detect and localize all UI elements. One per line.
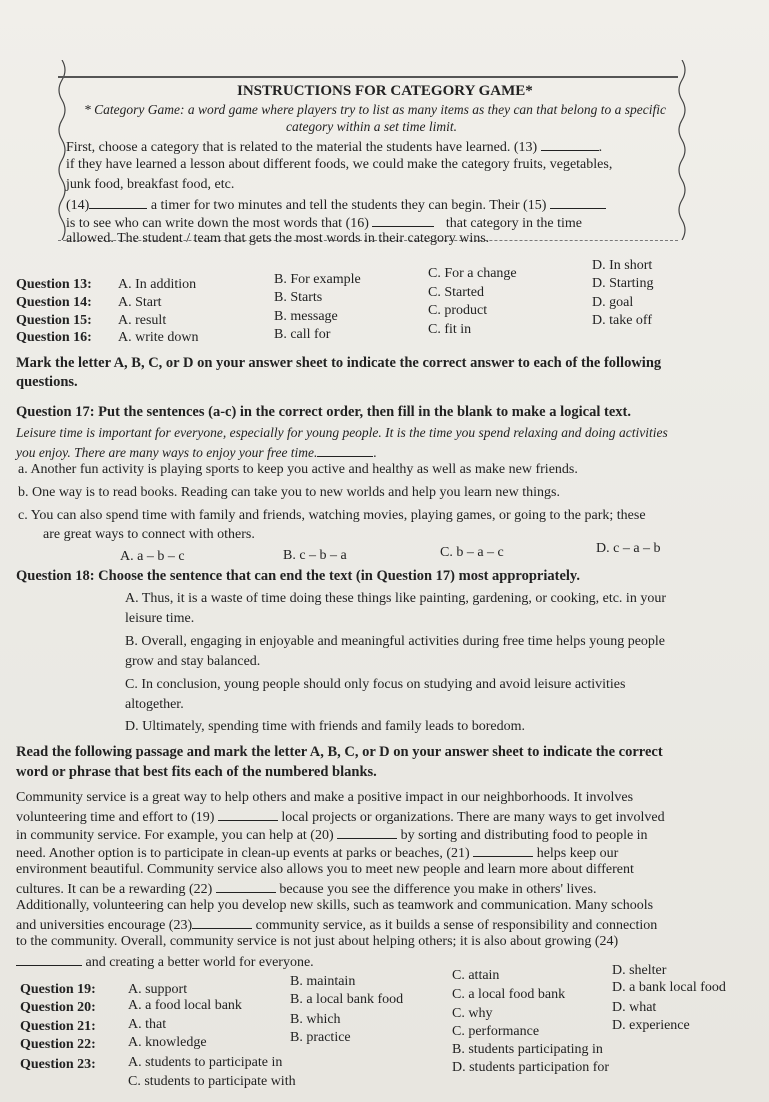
q15-option-a[interactable]: A. result [118,313,167,328]
game-line-1-text: First, choose a category that is related to the material the students have learned. (13) [66,140,538,155]
q18-option-b-line1[interactable]: B. Overall, engaging in enjoyable and meaningful activities during free time helps young people [125,634,666,649]
q17-option-c[interactable]: C. b – a – c [440,545,504,560]
blank-22[interactable] [216,880,276,893]
q17-option-b[interactable]: B. c – b – a [283,548,347,563]
passage-line8-end: community service, as it builds a sense of responsibility and connection [255,918,658,933]
passage-line6-end: because you see the difference you make in others' lives. [279,882,597,897]
blank-17[interactable] [317,444,373,457]
game-line-5 [66,214,582,232]
q17-option-d[interactable]: D. c – a – b [596,541,661,556]
q20-label: Question 20: [20,1000,96,1015]
game-line-5-text: is to see who can write down the most words that (16) [66,216,369,231]
q18-option-c-line1[interactable]: C. In conclusion, young people should only focus on studying and avoid leisure activities [125,677,626,692]
passage-line3-text: in community service. For example, you can help at (20) [16,828,334,843]
q22-option-b[interactable]: B. practice [290,1030,351,1045]
q17-sentence-c-line2: are great ways to connect with others. [43,527,255,542]
q16-option-d[interactable]: D. take off [592,313,652,328]
game-line-5-end: that category in the time [445,216,582,231]
read-instruction-line2: word or phrase that best fits each of the numbered blanks. [16,764,377,780]
q18-option-a-line2: leisure time. [125,611,195,626]
q22-option-a[interactable]: A. knowledge [128,1035,207,1050]
passage-line1: Community service is a great way to help others and make a positive impact in our neighborhoods. It involves [16,790,634,805]
q17-sentence-b: b. One way is to read books. Reading can take you to new worlds and help you learn new things. [18,485,560,500]
passage-line6-text: cultures. It can be a rewarding (22) [16,882,213,897]
q20-option-b[interactable]: B. a local bank food [290,992,404,1007]
passage-line4-text: need. Another option is to participate in clean-up events at parks or beaches, (21) [16,846,470,861]
passage-line4 [16,844,618,862]
q21-option-a[interactable]: A. that [128,1017,167,1032]
q16-option-a[interactable]: A. write down [118,330,199,345]
passage-line2-end: local projects or organizations. There are many ways to get involved [281,810,665,825]
q22-option-d[interactable]: D. experience [612,1018,690,1033]
blank-13[interactable] [541,138,599,151]
q23-option-b[interactable]: B. students participating in [452,1042,603,1057]
q17-title: Question 17: Put the sentences (a-c) in the correct order, then fill in the blank to make a logical text. [16,404,631,420]
q17-sentence-a: a. Another fun activity is playing sports to keep you active and healthy as well as make new friends. [18,462,578,477]
q14-label: Question 14: [16,295,92,310]
q13-label: Question 13: [16,277,92,292]
passage-line7: Additionally, volunteering can help you develop new skills, such as teamwork and communication. Many schools [16,898,654,913]
q17-option-a[interactable]: A. a – b – c [120,549,185,564]
q20-option-a[interactable]: A. a food local bank [128,998,242,1013]
blank-19[interactable] [218,808,278,821]
q14-option-d[interactable]: D. Starting [592,276,654,291]
q21-option-d[interactable]: D. what [612,1000,657,1015]
q14-option-c[interactable]: C. Started [428,285,484,300]
q23-label: Question 23: [20,1057,96,1072]
q13-option-c[interactable]: C. For a change [428,266,517,281]
passage-line4-end: helps keep our [536,846,619,861]
q14-option-b[interactable]: B. Starts [274,290,323,305]
blank-21[interactable] [473,844,533,857]
q18-title: Question 18: Choose the sentence that can end the text (in Question 17) most appropriately. [16,568,581,584]
blank-14[interactable] [89,196,147,209]
q22-label: Question 22: [20,1037,96,1052]
q19-option-b[interactable]: B. maintain [290,974,356,989]
passage-line2-text: volunteering time and effort to (19) [16,810,215,825]
game-line-1-end: . [598,140,603,155]
q15-label: Question 15: [16,313,92,328]
q17-sentence-c-line1: c. You can also spend time with family and friends, watching movies, playing games, or going to the park; these [18,508,646,523]
game-definition-line1: * Category Game: a word game where players try to list as many items as they can that belong to a specific [84,102,667,117]
q17-intro-line2-text: you enjoy. There are many ways to enjoy your free time. [16,445,318,460]
passage-line6 [16,880,596,898]
q20-option-d[interactable]: D. a bank local food [612,980,726,995]
passage-line3 [16,826,648,844]
q19-option-c[interactable]: C. attain [452,968,500,983]
q17-intro-line1: Leisure time is important for everyone, especially for young people. It is the time you spend relaxing and doing activities [16,425,668,440]
game-definition-line2: category within a set time limit. [286,119,457,134]
q20-option-c[interactable]: C. a local food bank [452,987,566,1002]
q19-option-a[interactable]: A. support [128,982,188,997]
mark-instruction-line1: Mark the letter A, B, C, or D on your answer sheet to indicate the correct answer to each of the following [16,355,662,371]
q13-option-d[interactable]: D. In short [592,258,653,273]
passage-line9: to the community. Overall, community service is not just about helping others; it is also about growing (24) [16,934,619,949]
game-line-6: allowed. The student / team that gets the most words in their category wins. [66,231,490,246]
q17-intro-line2: you enjoy. There are many ways to enjoy your free time. . [16,445,377,460]
q19-label: Question 19: [20,982,96,997]
read-instruction-line1: Read the following passage and mark the letter A, B, C, or D on your answer sheet to indicate the correct [16,744,663,760]
q16-option-c[interactable]: C. fit in [428,322,472,337]
passage-line3-end: by sorting and distributing food to people in [400,828,648,843]
q13-option-b[interactable]: B. For example [274,272,361,287]
game-title: INSTRUCTIONS FOR CATEGORY GAME* [237,83,533,99]
q14-option-a[interactable]: A. Start [118,295,162,310]
q23-option-c[interactable]: C. students to participate with [128,1074,296,1089]
passage-line8-text: and universities encourage (23) [16,918,193,933]
q18-option-b-line2: grow and stay balanced. [125,654,261,669]
q15-option-c[interactable]: C. product [428,303,488,318]
q18-option-d[interactable]: D. Ultimately, spending time with friends and family leads to boredom. [125,719,525,734]
q22-option-c[interactable]: C. performance [452,1024,540,1039]
mark-instruction-line2: questions. [16,374,78,390]
passage-line2 [16,808,665,826]
game-line-4 [66,196,606,214]
blank-16[interactable] [372,214,434,227]
q21-option-c[interactable]: C. why [452,1006,493,1021]
q15-option-d[interactable]: D. goal [592,295,634,310]
passage-line10-text: and creating a better world for everyone. [85,955,314,970]
blank-24[interactable] [16,953,82,966]
game-q14-marker: (14) [66,198,90,213]
q19-option-d[interactable]: D. shelter [612,963,667,978]
blank-15[interactable] [550,196,606,209]
q15-option-b[interactable]: B. message [274,309,338,324]
passage-line8 [16,916,657,934]
q16-option-b[interactable]: B. call for [274,327,331,342]
game-line-1 [66,138,602,156]
game-line-4-text: a timer for two minutes and tell the students they can begin. Their (15) [150,198,547,213]
q21-option-b[interactable]: B. which [290,1012,341,1027]
blank-20[interactable] [337,826,397,839]
q18-option-a-line1[interactable]: A. Thus, it is a waste of time doing these things like painting, gardening, or cooking, etc. in your [125,591,666,606]
game-line-3: junk food, breakfast food, etc. [66,177,235,192]
q23-option-d[interactable]: D. students participation for [452,1060,610,1075]
passage-line10 [16,953,314,971]
q13-option-a[interactable]: A. In addition [118,277,197,292]
passage-line5: environment beautiful. Community service also allows you to meet new people and learn more about different [16,862,634,877]
q21-label: Question 21: [20,1019,96,1034]
q18-option-c-line2: altogether. [125,697,184,712]
blank-23[interactable] [192,916,252,929]
q16-label: Question 16: [16,330,92,345]
q23-option-a[interactable]: A. students to participate in [128,1055,283,1070]
game-line-2: if they have learned a lesson about different foods, we could make the category fruits, vegetables, [66,157,613,172]
